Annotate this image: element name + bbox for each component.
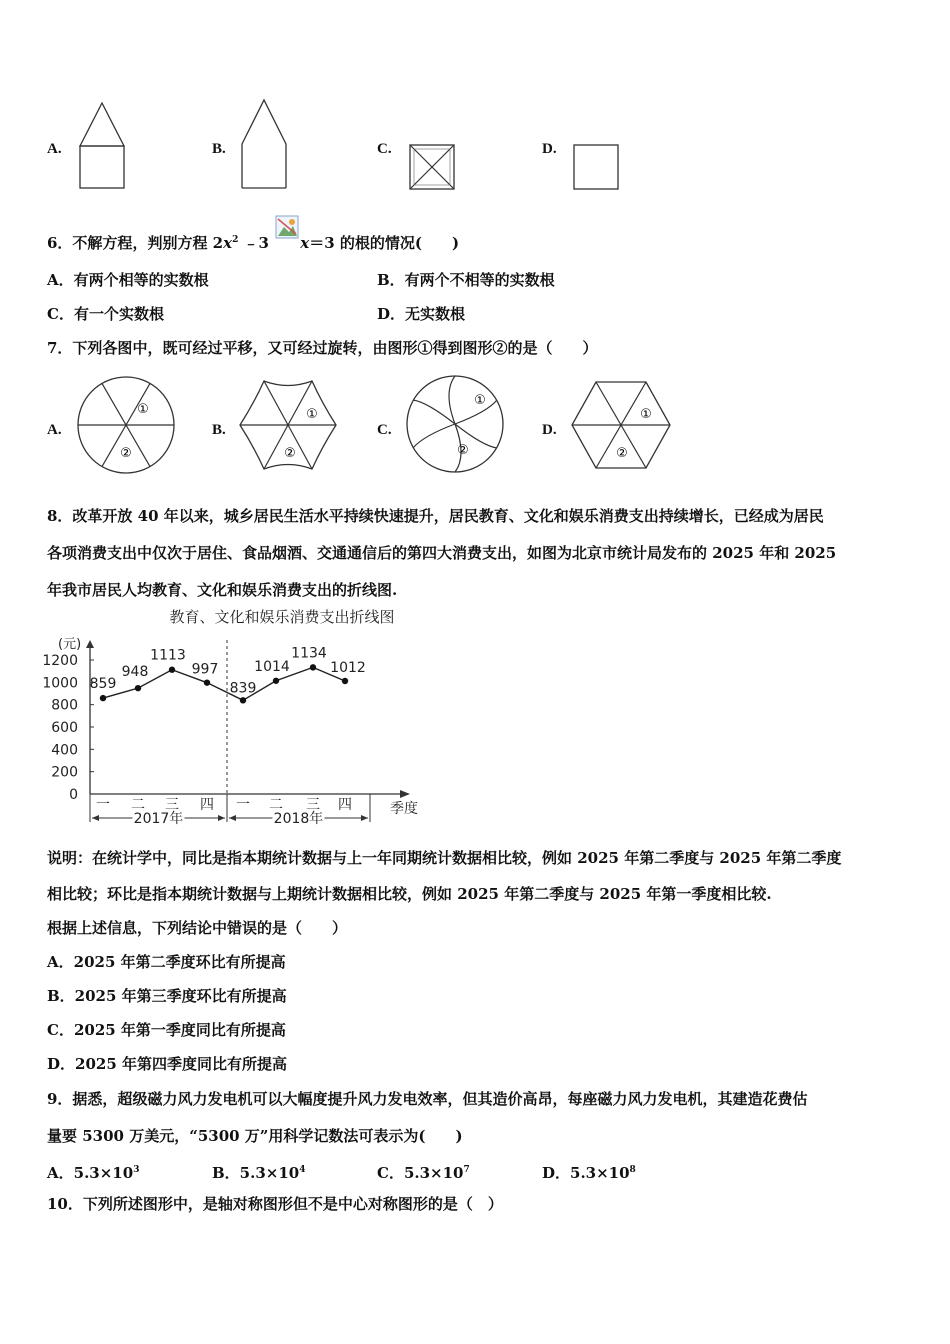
data-label-4: 839 <box>229 680 257 697</box>
q9-option-c-base: C．5.3×10 <box>377 1164 464 1182</box>
q7-d-mark-2: ② <box>616 446 628 461</box>
q5-figure-c <box>406 141 458 193</box>
group-arrow-right-0 <box>218 815 225 821</box>
q5-option-a-label: A. <box>47 141 62 157</box>
q6-var-x: x <box>223 234 233 252</box>
x-tick-label-6: 三 <box>306 797 320 813</box>
q7-option-c-label: C. <box>377 422 392 438</box>
x-tick-label-3: 四 <box>200 797 214 813</box>
y-tick-label-1: 200 <box>51 764 78 781</box>
q6-var-x-2: x <box>300 234 310 252</box>
chart-title: 教育、文化和娱乐消费支出折线图 <box>169 608 395 626</box>
data-label-6: 1134 <box>291 645 327 662</box>
q7-stem: 7．下列各图中，既可经过平移，又可经过旋转，由图形①得到图形②的是（ ） <box>47 339 598 357</box>
y-tick-label-0: 0 <box>69 787 78 803</box>
q6-stem-part-b: ﹣3 <box>238 234 269 252</box>
q9-option-a <box>47 1160 139 1183</box>
q8-ask: 根据上述信息，下列结论中错误的是（ ） <box>47 919 348 937</box>
q5-figure-b <box>236 96 292 192</box>
y-tick-label-6: 1200 <box>42 653 78 669</box>
q8-stem-line-2: 各项消费支出中仅次于居住、食品烟酒、交通通信后的第四大消费支出，如图为北京市统计局发布的 2025 年和 2025 <box>47 544 837 562</box>
x-tick-label-2: 三 <box>165 797 179 813</box>
q7-figure-b <box>236 376 340 474</box>
y-tick-label-5: 1000 <box>42 675 78 692</box>
y-tick-label-3: 600 <box>51 720 78 736</box>
q9-option-b-base: B．5.3×10 <box>212 1164 300 1182</box>
data-point-5 <box>273 678 279 684</box>
q6-stem-part-d: ＝3 的根的情况( ) <box>309 234 460 252</box>
q5-option-c-label: C. <box>377 141 392 157</box>
group-arrow-left-1 <box>229 815 236 821</box>
data-point-7 <box>342 678 348 684</box>
q9-option-a-exp: 3 <box>133 1165 140 1175</box>
q7-option-d-label: D. <box>542 422 557 438</box>
q7-a-mark-1: ① <box>137 402 149 417</box>
q7-b-mark-2: ② <box>284 446 296 461</box>
data-label-3: 997 <box>191 661 219 678</box>
data-point-6 <box>310 664 316 670</box>
x-tick-label-0: 一 <box>96 797 110 813</box>
q6-option-b: B．有两个不相等的实数根 <box>377 271 555 289</box>
y-tick-label-2: 400 <box>51 742 78 759</box>
data-point-3 <box>204 679 210 685</box>
q6-option-a: A．有两个相等的实数根 <box>47 271 209 289</box>
x-tick-label-1: 二 <box>131 797 145 813</box>
q9-option-d-exp: 8 <box>629 1165 636 1175</box>
y-axis-label: (元) <box>58 637 82 652</box>
q9-option-b <box>212 1160 305 1183</box>
q6-stem <box>47 224 459 253</box>
q7-figure-a <box>73 375 179 475</box>
q7-c-mark-1: ① <box>474 393 486 408</box>
q10-stem: 10．下列所述图形中，是轴对称图形但不是中心对称图形的是（ ） <box>47 1195 503 1213</box>
q5-option-b-label: B. <box>212 141 226 157</box>
group-arrow-right-1 <box>361 815 368 821</box>
q7-option-b-label: B. <box>212 422 226 438</box>
q7-option-a-label: A. <box>47 422 62 438</box>
y-axis-arrow <box>86 640 94 648</box>
y-tick-label-4: 800 <box>51 697 78 714</box>
data-point-4 <box>240 697 246 703</box>
q9-option-b-exp: 4 <box>299 1165 306 1175</box>
q9-option-c <box>377 1160 470 1183</box>
q9-option-d <box>542 1160 636 1183</box>
x-axis-label: 季度 <box>390 801 418 817</box>
q5-option-d-label: D. <box>542 141 557 157</box>
q8-option-b: B．2025 年第三季度环比有所提高 <box>47 987 287 1005</box>
data-point-2 <box>169 667 175 673</box>
q8-option-d: D．2025 年第四季度同比有所提高 <box>47 1055 287 1073</box>
q8-option-c: C．2025 年第一季度同比有所提高 <box>47 1021 286 1039</box>
group-label-0: 2017年 <box>133 811 184 827</box>
x-tick-label-7: 四 <box>338 797 352 813</box>
q6-stem-part-a: 6．不解方程，判别方程 2 <box>47 234 224 252</box>
data-point-0 <box>100 695 106 701</box>
q7-c-mark-2: ② <box>457 443 469 458</box>
q7-d-mark-1: ① <box>640 407 652 422</box>
data-label-7: 1012 <box>330 659 366 676</box>
line-chart <box>40 602 430 834</box>
q7-b-mark-1: ① <box>306 407 318 422</box>
group-arrow-left-0 <box>92 815 99 821</box>
q7-figure-d <box>568 378 674 472</box>
x-tick-label-4: 一 <box>236 797 250 813</box>
q9-stem-line-2: 量要 5300 万美元，“5300 万”用科学记数法可表示为( ) <box>47 1127 463 1145</box>
broken-image-icon <box>274 214 300 240</box>
q8-note-line-1: 说明：在统计学中，同比是指本期统计数据与上一年同期统计数据相比较，例如 2025 年第二季度与 2025 年第二季度 <box>47 849 842 867</box>
data-label-2: 1113 <box>150 647 186 664</box>
q7-a-mark-2: ② <box>120 446 132 461</box>
group-label-1: 2018年 <box>273 811 324 827</box>
data-label-0: 859 <box>89 676 117 693</box>
q9-option-c-exp: 7 <box>463 1165 470 1175</box>
q5-figure-d <box>570 141 622 193</box>
q8-stem-line-1: 8．改革开放 40 年以来，城乡居民生活水平持续快速提升，居民教育、文化和娱乐消费支出持续增长，已经成为居民 <box>47 507 824 525</box>
data-label-5: 1014 <box>254 658 290 675</box>
q6-exponent: 2 <box>232 235 239 245</box>
q6-option-d: D．无实数根 <box>377 305 466 323</box>
q8-stem-line-3: 年我市居民人均教育、文化和娱乐消费支出的折线图. <box>47 581 398 599</box>
q5-figure-a <box>74 98 130 192</box>
x-tick-label-5: 二 <box>269 797 283 813</box>
q7-figure-c <box>403 372 507 476</box>
data-label-1: 948 <box>121 664 149 681</box>
q8-option-a: A．2025 年第二季度环比有所提高 <box>47 953 286 971</box>
q6-option-c: C．有一个实数根 <box>47 305 164 323</box>
x-axis-arrow <box>400 790 410 798</box>
q9-option-d-base: D．5.3×10 <box>542 1164 630 1182</box>
q9-stem-line-1: 9．据悉，超级磁力风力发电机可以大幅度提升风力发电效率，但其造价高昂，每座磁力风力发电机，其建造花费估 <box>47 1090 808 1108</box>
q8-note-line-2: 相比较；环比是指本期统计数据与上期统计数据相比较，例如 2025 年第二季度与 2025 年第一季度相比较. <box>47 885 772 903</box>
q9-option-a-base: A．5.3×10 <box>47 1164 134 1182</box>
data-point-1 <box>135 685 141 691</box>
